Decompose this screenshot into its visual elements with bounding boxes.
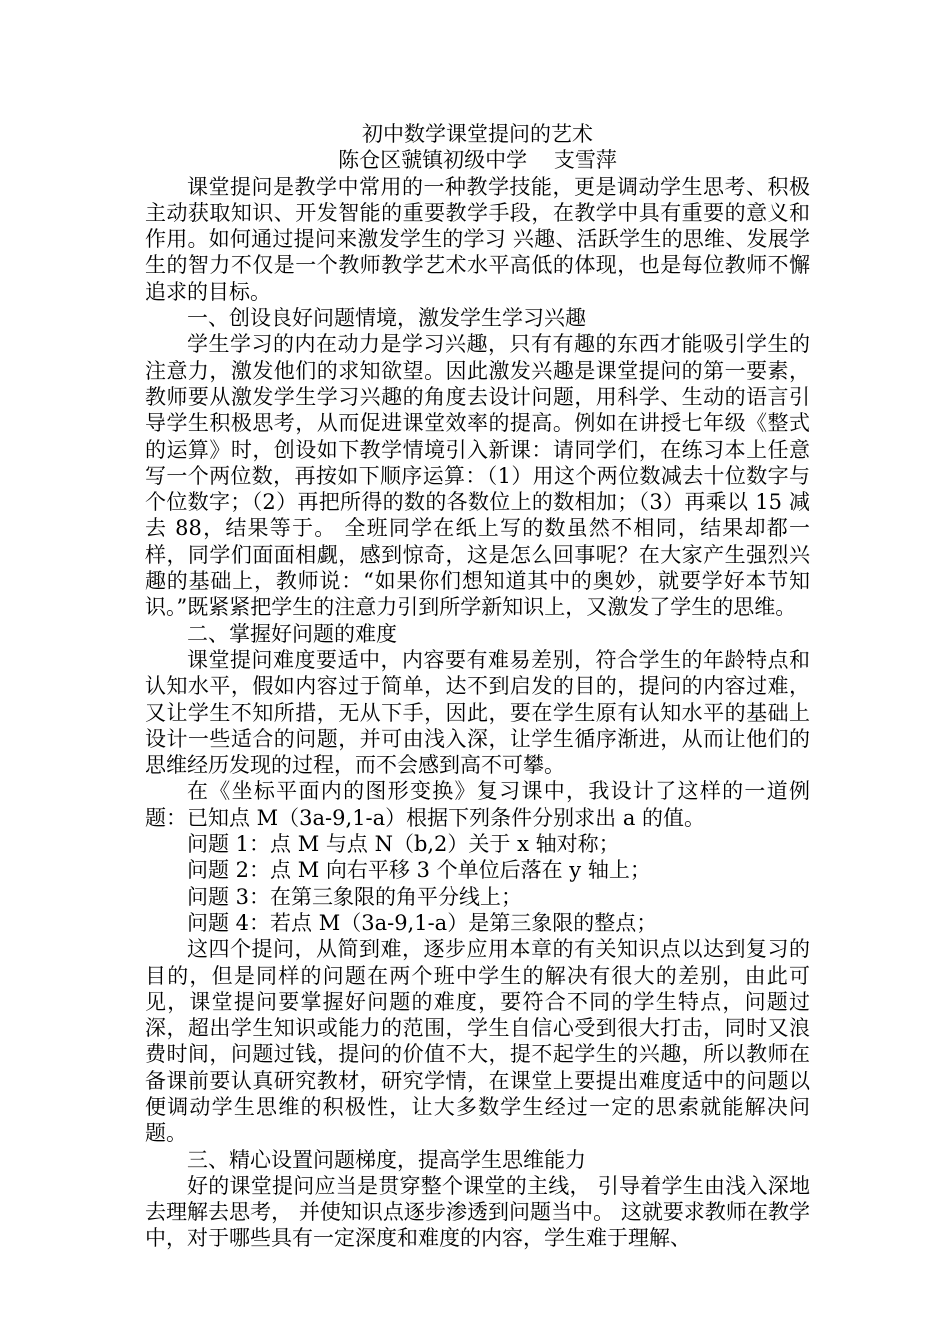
document-author: 陈仓区虢镇初级中学 支雪萍 xyxy=(338,148,617,173)
body-paragraph: 这四个提问，从简到难，逐步应用本章的有关知识点以达到复习的目的，但是同样的问题在两个班中学生的解决有很大的差别，由此可见，课堂提问要掌握好问题的难度，要符合不同的学生特点，问题过深，超出学生知识或能力的范围，学生自信心受到很大打击，同时又浪费时间，问题过钱，提问的价值不大，提不起学生的兴趣，所以教师在备课前要认真研究教材，研究学情，在课堂上要提出难度适中的问题以便调动学生思维的积极性，让大多数学生经过一定的思索就能解决问题。 xyxy=(145,937,810,1146)
body-paragraph: 在《坐标平面内的图形变换》复习课中，我设计了这样的一道例题：已知点 M（3a-9,1-a）根据下列条件分别求出 a 的值。 xyxy=(145,779,810,830)
body-paragraph: 学生学习的内在动力是学习兴趣，只有有趣的东西才能吸引学生的注意力，激发他们的求知欲望。因此激发兴趣是课堂提问的第一要素，教师要从激发学生学习兴趣的角度去设计问题，用科学、生动的语言引导学生积极思考，从而促进课堂效率的提高。例如在讲授七年级《整式的运算》时，创设如下教学情境引入新课：请同学们，在练习本上任意写一个两位数，再按如下顺序运算：（1）用这个两位数减去十位数字与个位数字；（2）再把所得的数的各数位上的数相加；（3）再乘以 15 减去 88，结果等于。 全班同学在纸上写的数虽然不相同，结果却都一样，同学们面面相觑，感到惊奇，这是怎么回事呢？在大家产生强烈兴趣的基础上，教师说：“如果你们想知道其中的奥妙，就要学好本节知识。”既紧紧把学生的注意力引到所学新知识上，又激发了学生的思维。 xyxy=(145,332,810,620)
section-heading-2: 二、掌握好问题的难度 xyxy=(187,621,397,646)
body-paragraph: 课堂提问难度要适中，内容要有难易差别，符合学生的年龄特点和认知水平，假如内容过于简单，达不到启发的目的，提问的内容过难，又让学生不知所措，无从下手，因此，要在学生原有认知水平的基础上设计一些适合的问题，并可由浅入深，让学生循序渐进，从而让他们的思维经历发现的过程，而不会感到高不可攀。 xyxy=(145,647,810,778)
question-item: 问题 1：点 M 与点 N（b,2）关于 x 轴对称； xyxy=(187,832,620,857)
document-page xyxy=(145,121,810,1252)
section-heading-1: 一、创设良好问题情境，激发学生学习兴趣 xyxy=(187,306,586,331)
document-title: 初中数学课堂提问的艺术 xyxy=(362,122,593,146)
body-paragraph: 好的课堂提问应当是贯穿整个课堂的主线， 引导着学生由浅入深地去理解去思考， 并使知识点逐步渗透到问题当中。 这就要求教师在教学中，对于哪些具有一定深度和难度的内容，学生难于理解、 xyxy=(145,1173,810,1251)
question-item: 问题 3：在第三象限的角平分线上； xyxy=(187,884,523,909)
question-item: 问题 2：点 M 向右平移 3 个单位后落在 y 轴上； xyxy=(187,858,651,883)
section-heading-3: 三、精心设置问题梯度，提高学生思维能力 xyxy=(187,1147,586,1172)
intro-paragraph: 课堂提问是教学中常用的一种教学技能，更是调动学生思考、积极主动获取知识、开发智能的重要教学手段，在教学中具有重要的意义和作用。如何通过提问来激发学生的学习 兴趣、活跃学生的思维、发展学生的智力不仅是一个教师教学艺术水平高低的体现，也是每位教师不懈追求的目标。 xyxy=(145,174,810,304)
question-item: 问题 4：若点 M（3a-9,1-a）是第三象限的整点； xyxy=(187,910,658,935)
